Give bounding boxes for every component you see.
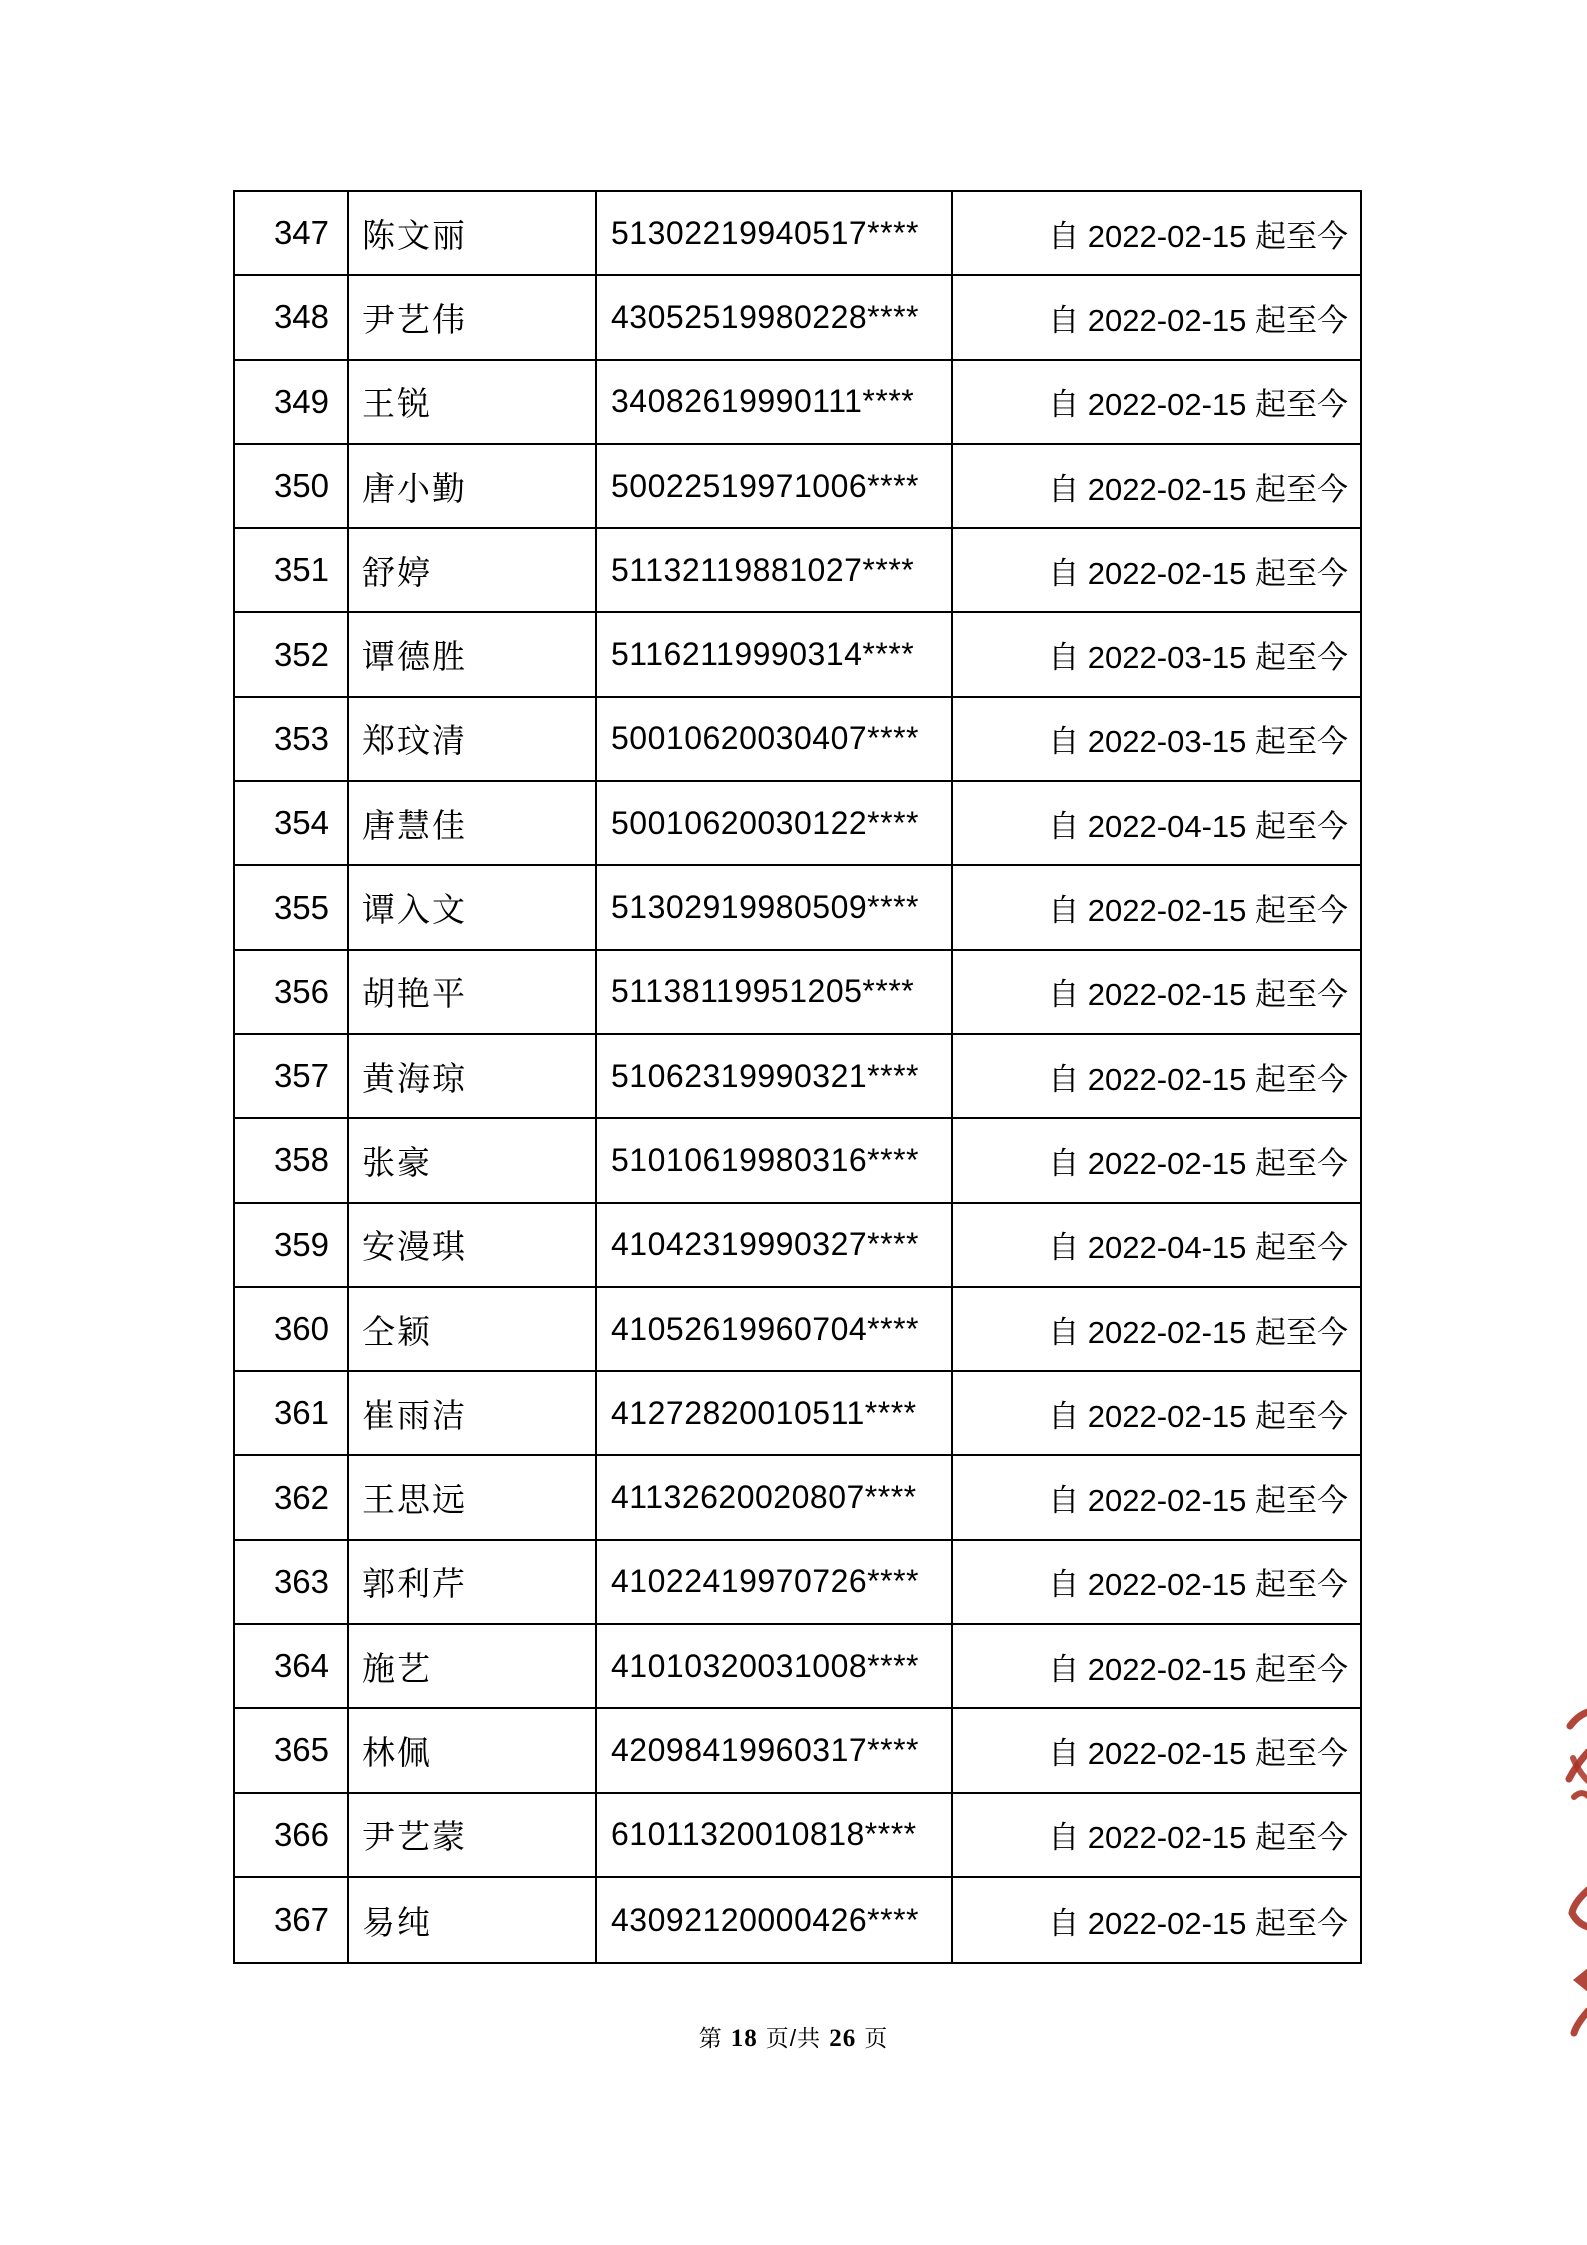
table-row [235, 276, 1360, 360]
page-footer [0, 2020, 1587, 2053]
table-row [235, 1794, 1360, 1878]
id-number-cell: 41052619960704**** [597, 1288, 953, 1370]
serial-number-cell: 354 [235, 782, 349, 864]
serial-number-cell: 358 [235, 1119, 349, 1201]
serial-number-cell: 349 [235, 361, 349, 443]
footer-suffix: 页 [864, 2025, 889, 2051]
serial-number-cell: 366 [235, 1794, 349, 1876]
period-cell: 自 2022-02-15 起至今 [1048, 1735, 1348, 1771]
table-row [235, 1541, 1360, 1625]
serial-number-cell: 351 [235, 529, 349, 611]
name-cell: 陈文丽 [349, 192, 597, 274]
period-cell: 自 2022-02-15 起至今 [1048, 218, 1348, 254]
period-cell: 自 2022-02-15 起至今 [1048, 1145, 1348, 1181]
name-cell: 王锐 [349, 361, 597, 443]
serial-number-cell: 359 [235, 1204, 349, 1286]
serial-number-cell: 350 [235, 445, 349, 527]
table-row [235, 529, 1360, 613]
footer-page-number: 18 [730, 2025, 758, 2052]
serial-number-cell: 348 [235, 276, 349, 358]
name-cell: 仝颖 [349, 1288, 597, 1370]
serial-number-cell: 360 [235, 1288, 349, 1370]
id-number-cell: 43092120000426**** [597, 1878, 953, 1962]
id-number-cell: 41022419970726**** [597, 1541, 953, 1623]
serial-number-cell: 365 [235, 1709, 349, 1791]
table-row [235, 1456, 1360, 1540]
footer-middle: 页/共 [765, 2025, 822, 2051]
seal-stroke-icon [1574, 1793, 1587, 1797]
serial-number-cell: 353 [235, 698, 349, 780]
period-cell: 自 2022-02-15 起至今 [1048, 977, 1348, 1013]
id-number-cell: 51302219940517**** [597, 192, 953, 274]
name-cell: 王思远 [349, 1456, 597, 1538]
serial-number-cell: 355 [235, 866, 349, 948]
period-cell: 自 2022-03-15 起至今 [1048, 640, 1348, 676]
table-row [235, 445, 1360, 529]
period-cell: 自 2022-02-15 起至今 [1048, 471, 1348, 507]
table-row [235, 866, 1360, 950]
id-number-cell: 43052519980228**** [597, 276, 953, 358]
id-number-cell: 41272820010511**** [597, 1372, 953, 1454]
name-cell: 黄海琼 [349, 1035, 597, 1117]
id-number-cell: 41132620020807**** [597, 1456, 953, 1538]
period-cell: 自 2022-03-15 起至今 [1048, 724, 1348, 760]
serial-number-cell: 347 [235, 192, 349, 274]
table-row [235, 782, 1360, 866]
id-number-cell: 51132119881027**** [597, 529, 953, 611]
id-number-cell: 51062319990321**** [597, 1035, 953, 1117]
period-cell: 自 2022-02-15 起至今 [1048, 1820, 1348, 1856]
table-row [235, 1204, 1360, 1288]
id-number-cell: 34082619990111**** [597, 361, 953, 443]
name-cell: 谭入文 [349, 866, 597, 948]
name-cell: 林佩 [349, 1709, 597, 1791]
seal-stroke-icon [1570, 1712, 1587, 1726]
id-number-cell: 61011320010818**** [597, 1794, 953, 1876]
table-row [235, 192, 1360, 276]
name-cell: 易纯 [349, 1878, 597, 1962]
serial-number-cell: 362 [235, 1456, 349, 1538]
serial-number-cell: 361 [235, 1372, 349, 1454]
name-cell: 施艺 [349, 1625, 597, 1707]
id-number-cell: 41010320031008**** [597, 1625, 953, 1707]
id-number-cell: 51138119951205**** [597, 951, 953, 1033]
table-row [235, 698, 1360, 782]
roster-table [233, 190, 1362, 1964]
footer-prefix: 第 [698, 2025, 723, 2051]
period-cell: 自 2022-04-15 起至今 [1048, 808, 1348, 844]
serial-number-cell: 367 [235, 1878, 349, 1962]
table-row [235, 1035, 1360, 1119]
serial-number-cell: 364 [235, 1625, 349, 1707]
name-cell: 唐慧佳 [349, 782, 597, 864]
table-row [235, 1709, 1360, 1793]
name-cell: 安漫琪 [349, 1204, 597, 1286]
name-cell: 张豪 [349, 1119, 597, 1201]
id-number-cell: 42098419960317**** [597, 1709, 953, 1791]
period-cell: 自 2022-02-15 起至今 [1048, 893, 1348, 929]
red-seal-fragment [1540, 1680, 1587, 2050]
id-number-cell: 50010620030407**** [597, 698, 953, 780]
period-cell: 自 2022-02-15 起至今 [1048, 1314, 1348, 1350]
id-number-cell: 50010620030122**** [597, 782, 953, 864]
table-row [235, 1119, 1360, 1203]
table-row [235, 1372, 1360, 1456]
name-cell: 谭德胜 [349, 613, 597, 695]
table-row [235, 951, 1360, 1035]
serial-number-cell: 352 [235, 613, 349, 695]
serial-number-cell: 363 [235, 1541, 349, 1623]
id-number-cell: 51302919980509**** [597, 866, 953, 948]
table-row [235, 613, 1360, 697]
name-cell: 尹艺蒙 [349, 1794, 597, 1876]
footer-total-pages: 26 [829, 2025, 857, 2052]
period-cell: 自 2022-02-15 起至今 [1048, 387, 1348, 423]
period-cell: 自 2022-02-15 起至今 [1048, 555, 1348, 591]
name-cell: 舒婷 [349, 529, 597, 611]
serial-number-cell: 356 [235, 951, 349, 1033]
table-row [235, 1288, 1360, 1372]
name-cell: 唐小勤 [349, 445, 597, 527]
period-cell: 自 2022-02-15 起至今 [1048, 1905, 1348, 1941]
period-cell: 自 2022-02-15 起至今 [1048, 1398, 1348, 1434]
name-cell: 胡艳平 [349, 951, 597, 1033]
seal-stroke-icon [1573, 1968, 1587, 1992]
id-number-cell: 50022519971006**** [597, 445, 953, 527]
name-cell: 郭利芹 [349, 1541, 597, 1623]
period-cell: 自 2022-02-15 起至今 [1048, 1651, 1348, 1687]
period-cell: 自 2022-02-15 起至今 [1048, 1483, 1348, 1519]
period-cell: 自 2022-02-15 起至今 [1048, 302, 1348, 338]
table-row [235, 361, 1360, 445]
table-row [235, 1625, 1360, 1709]
name-cell: 尹艺伟 [349, 276, 597, 358]
name-cell: 郑玟清 [349, 698, 597, 780]
table-row [235, 1878, 1360, 1962]
seal-stroke-icon [1572, 1890, 1587, 1927]
serial-number-cell: 357 [235, 1035, 349, 1117]
period-cell: 自 2022-02-15 起至今 [1048, 1567, 1348, 1603]
id-number-cell: 51010619980316**** [597, 1119, 953, 1201]
period-cell: 自 2022-04-15 起至今 [1048, 1230, 1348, 1266]
id-number-cell: 51162119990314**** [597, 613, 953, 695]
period-cell: 自 2022-02-15 起至今 [1048, 1061, 1348, 1097]
seal-stroke-icon [1574, 2011, 1587, 2033]
id-number-cell: 41042319990327**** [597, 1204, 953, 1286]
name-cell: 崔雨洁 [349, 1372, 597, 1454]
